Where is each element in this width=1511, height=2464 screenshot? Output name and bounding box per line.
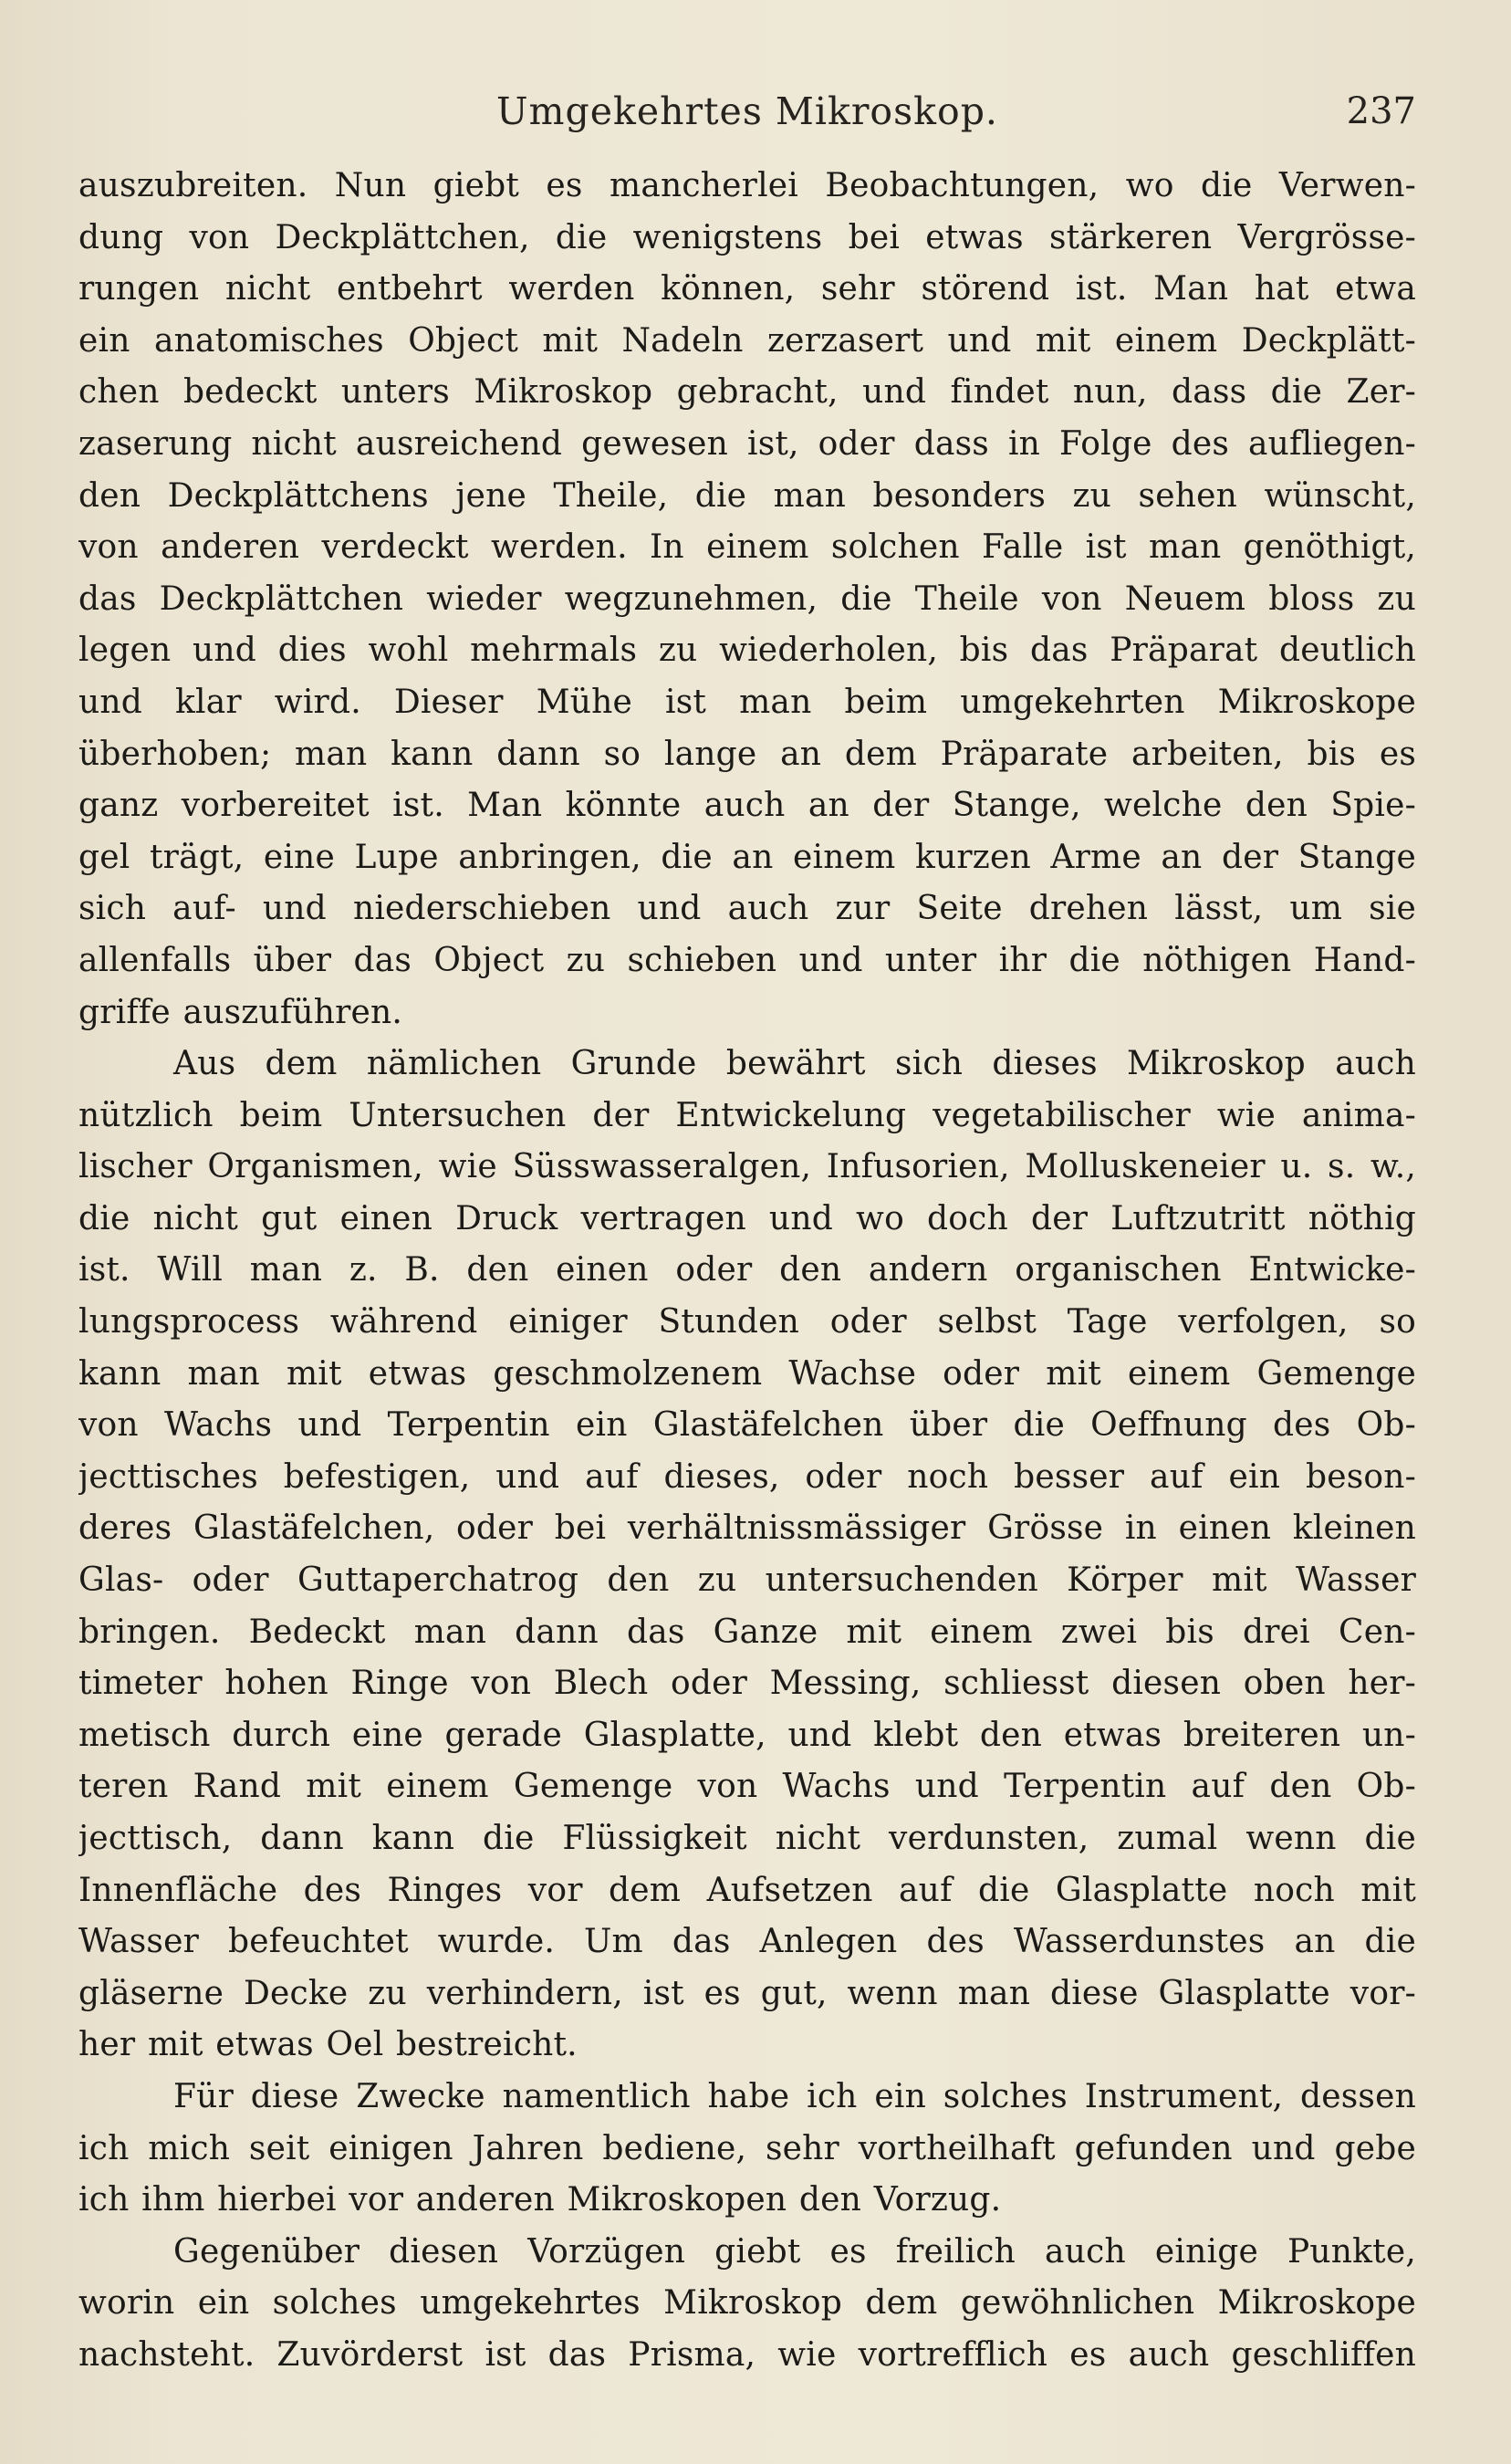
text-line: lischer Organismen, wie Süsswasseralgen, Infusorien, Molluskeneier u. s. w., — [78, 1148, 1416, 1186]
text-line: her mit etwas Oel bestreicht. — [78, 2026, 578, 2064]
text-line: griffe auszuführen. — [78, 993, 403, 1031]
text-line: teren Rand mit einem Gemenge von Wachs und Terpentin auf den Ob- — [78, 1768, 1416, 1806]
text-line: dung von Deckplättchen, die wenigstens bei etwas stärkeren Vergrösse- — [78, 218, 1416, 256]
text-line: Gegenüber diesen Vorzügen giebt es freilich auch einige Punkte, — [173, 2232, 1416, 2271]
text-line: die nicht gut einen Druck vertragen und wo doch der Luftzutritt nöthig — [78, 1199, 1416, 1237]
text-line: Für diese Zwecke namentlich habe ich ein solches Instrument, dessen — [173, 2077, 1416, 2115]
text-line: kann man mit etwas geschmolzenem Wachse oder mit einem Gemenge — [78, 1354, 1416, 1393]
text-line: metisch durch eine gerade Glasplatte, und klebt den etwas breiteren un- — [78, 1716, 1416, 1754]
text-line: jecttisches befestigen, und auf dieses, oder noch besser auf ein beson- — [78, 1457, 1416, 1496]
text-line: worin ein solches umgekehrtes Mikroskop dem gewöhnlichen Mikroskope — [78, 2284, 1416, 2323]
paragraph — [78, 161, 1416, 1039]
text-line: den Deckplättchens jene Theile, die man besonders zu sehen wünscht, — [78, 476, 1416, 515]
body-text — [78, 161, 1416, 2382]
text-line: allenfalls über das Object zu schieben und unter ihr die nöthigen Hand- — [78, 941, 1416, 979]
text-line: sich auf- und niederschieben und auch zur Seite drehen lässt, um sie — [78, 890, 1416, 928]
text-line: gel trägt, eine Lupe anbringen, die an einem kurzen Arme an der Stange — [78, 838, 1416, 876]
text-line: und klar wird. Dieser Mühe ist man beim umgekehrten Mikroskope — [78, 683, 1416, 721]
text-line: timeter hohen Ringe von Blech oder Messing, schliesst diesen oben her- — [78, 1665, 1416, 1703]
text-line: zaserung nicht ausreichend gewesen ist, oder dass in Folge des aufliegen- — [78, 424, 1416, 463]
text-line: ist. Will man z. B. den einen oder den andern organischen Entwicke- — [78, 1251, 1416, 1289]
text-line: bringen. Bedeckt man dann das Ganze mit einem zwei bis drei Cen- — [78, 1613, 1416, 1651]
text-line: Innenfläche des Ringes vor dem Aufsetzen auf die Glasplatte noch mit — [78, 1871, 1416, 1909]
text-line: von anderen verdeckt werden. In einem solchen Falle ist man genöthigt, — [78, 528, 1416, 567]
running-title: Umgekehrtes Mikroskop. — [496, 89, 998, 133]
text-line: auszubreiten. Nun giebt es mancherlei Beobachtungen, wo die Verwen- — [78, 167, 1416, 204]
text-line: gläserne Decke zu verhindern, ist es gut, wenn man diese Glasplatte vor- — [78, 1974, 1416, 2012]
text-line: Aus dem nämlichen Grunde bewährt sich dieses Mikroskop auch — [173, 1045, 1416, 1083]
text-line: lungsprocess während einiger Stunden oder selbst Tage verfolgen, so — [78, 1303, 1416, 1342]
paragraph — [78, 2227, 1416, 2382]
paragraph — [78, 2072, 1416, 2227]
text-line: rungen nicht entbehrt werden können, sehr störend ist. Man hat etwa — [78, 270, 1416, 308]
text-line: überhoben; man kann dann so lange an dem Präparate arbeiten, bis es — [78, 735, 1416, 773]
text-line: das Deckplättchen wieder wegzunehmen, die Theile von Neuem bloss zu — [78, 579, 1416, 618]
text-line: legen und dies wohl mehrmals zu wiederholen, bis das Präparat deutlich — [78, 632, 1416, 670]
text-line: Wasser befeuchtet wurde. Um das Anlegen des Wasserdunstes an die — [78, 1923, 1416, 1961]
running-header — [78, 84, 1416, 139]
text-line: ich mich seit einigen Jahren bediene, sehr vortheilhaft gefunden und gebe — [78, 2129, 1416, 2167]
text-line: ganz vorbereitet ist. Man könnte auch an der Stange, welche den Spie- — [78, 787, 1416, 825]
text-line: jecttisch, dann kann die Flüssigkeit nicht verdunsten, zumal wenn die — [78, 1820, 1416, 1857]
paragraph — [78, 1039, 1416, 2072]
text-line: deres Glastäfelchen, oder bei verhältnissmässiger Grösse in einen kleinen — [78, 1509, 1416, 1548]
text-line: ein anatomisches Object mit Nadeln zerzasert und mit einem Deckplätt- — [78, 321, 1416, 360]
text-line: nachsteht. Zuvörderst ist das Prisma, wie vortrefflich es auch geschliffen — [78, 2335, 1416, 2374]
text-line: ich ihm hierbei vor anderen Mikroskopen den Vorzug. — [78, 2181, 1002, 2219]
page-number: 237 — [1346, 90, 1416, 132]
text-line: nützlich beim Untersuchen der Entwickelung vegetabilischer wie anima- — [78, 1096, 1416, 1134]
text-line: Glas- oder Guttaperchatrog den zu untersuchenden Körper mit Wasser — [78, 1561, 1416, 1600]
text-line: chen bedeckt unters Mikroskop gebracht, und findet nun, dass die Zer- — [78, 373, 1416, 412]
text-line: von Wachs und Terpentin ein Glastäfelchen über die Oeffnung des Ob- — [78, 1406, 1416, 1445]
